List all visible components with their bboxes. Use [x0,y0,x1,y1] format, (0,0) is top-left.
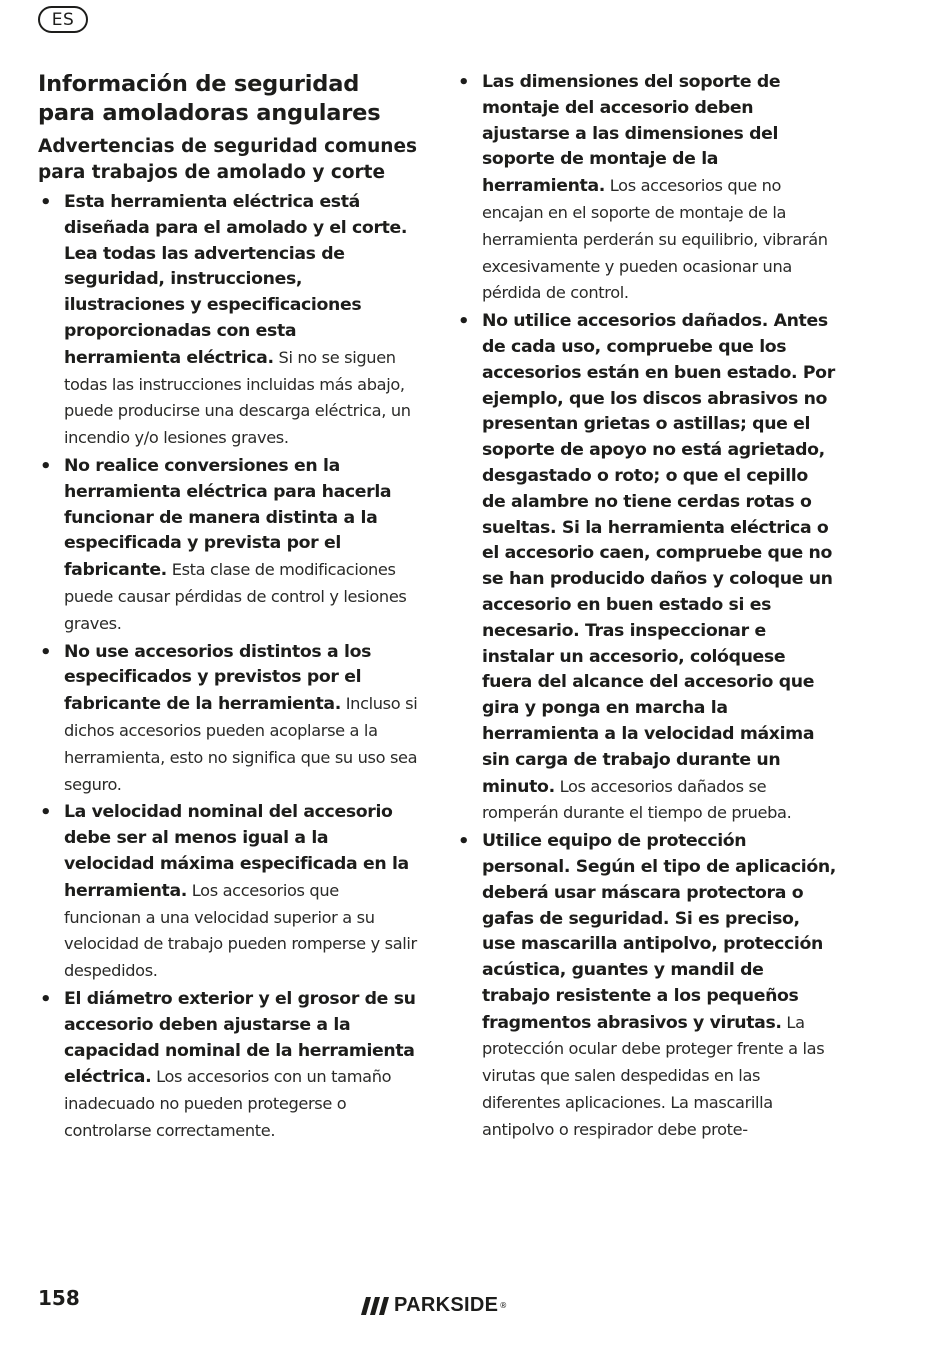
list-item [456,70,836,307]
list-item-text: Incluso si dichos accesorios pueden acoplarse a la herramienta, esto no significa que su uso sea seguro. [64,694,418,794]
page-number: 158 [38,1286,80,1310]
list-item [38,800,418,985]
list-item [38,987,418,1145]
brand-slashes-icon [360,1295,390,1317]
list-item-text: La protección ocular debe proteger frente a las virutas que salen despedidas en las diferentes aplicaciones. La mascarilla antipolvo o respirador debe prote- [482,1012,825,1139]
list-item-text: Esta clase de modificaciones puede causar pérdidas de control y lesiones graves. [64,560,407,633]
list-item [38,454,418,638]
language-badge: ES [38,6,88,33]
brand-name: PARKSIDE [394,1294,499,1316]
list-item-heading: No realice conversiones en la herramienta eléctrica para hacerla funcionar de manera distinta a la especificada y prevista por el fabricante. [64,455,392,581]
list-item [38,190,418,452]
left-column [38,70,418,1147]
brand-logo [360,1294,507,1317]
list-item-text: Los accesorios dañados se romperán durante el tiempo de prueba. [482,776,792,823]
list-item-heading: Las dimensiones del soporte de montaje del accesorio deben ajustarse a las dimensiones del soporte de montaje de la herramienta. [482,72,781,197]
list-item [38,640,418,799]
list-item-heading: No use accesorios distintos a los especificados y previstos por el fabricante de la herramienta. [64,641,372,715]
safety-list-left [38,190,418,1145]
section-title: Información de seguridad para amoladoras angulares [38,71,381,126]
list-item-text: Los accesorios con un tamaño inadecuado no pueden protegerse o controlarse correctamente. [64,1067,392,1140]
list-item-heading: La velocidad nominal del accesorio debe ser al menos igual a la velocidad máxima especificada en la herramienta. [64,802,409,901]
list-item-heading: Utilice equipo de protección personal. Según el tipo de aplicación, deberá usar máscara protectora o gafas de seguridad. Si es preciso, use mascarilla antipolvo, protección acústica, guantes y mandil de trabajo resistente a los pequeños fragmentos abrasivos y virutas. [482,831,837,1033]
list-item-heading: El diámetro exterior y el grosor de su accesorio deben ajustarse a la capacidad nominal de la herramienta eléctrica. [64,988,416,1088]
list-item-text: Los accesorios que funcionan a una velocidad superior a su velocidad de trabajo pueden romperse y salir despedidos. [64,880,417,981]
list-item-text: Los accesorios que no encajan en el soporte de montaje de la herramienta perderán su equilibrio, vibrarán excesivamente y pueden ocasionar una pérdida de control. [482,176,828,303]
list-item [456,309,836,827]
list-item [456,829,836,1144]
list-item-heading: Esta herramienta eléctrica está diseñada para el amolado y el corte. Lea todas las advertencias de seguridad, instrucciones, ilustraciones y especificaciones proporcionadas con esta herramienta eléctrica. [64,192,408,368]
list-item-heading: No utilice accesorios dañados. Antes de cada uso, compruebe que los accesorios están en buen estado. Por ejemplo, que los discos abrasivos no presentan grietas o astillas; que el soporte de apoyo no está agrietado, desgastado o roto; o que el cepillo de alambre no tiene cerdas rotas o sueltas. Si la herramienta eléctrica o el accesorio caen, compruebe que no se han producido daños y coloque un accesorio en buen estado si es necesario. Tras inspeccionar e instalar un accesorio, colóquese fuera del alcance del accesorio que gira y ponga en marcha la herramienta a la velocidad máxima sin carga de trabajo durante un minuto. [482,311,835,797]
section-subtitle: Advertencias de seguridad comunes para trabajos de amolado y corte [38,136,418,183]
registered-mark: ® [499,1301,508,1310]
list-item-text: Si no se siguen todas las instrucciones incluidas más abajo, puede producirse una descarga eléctrica, un incendio y/o lesiones graves. [64,347,411,448]
safety-list-right [456,70,836,1144]
right-column [456,70,836,1146]
